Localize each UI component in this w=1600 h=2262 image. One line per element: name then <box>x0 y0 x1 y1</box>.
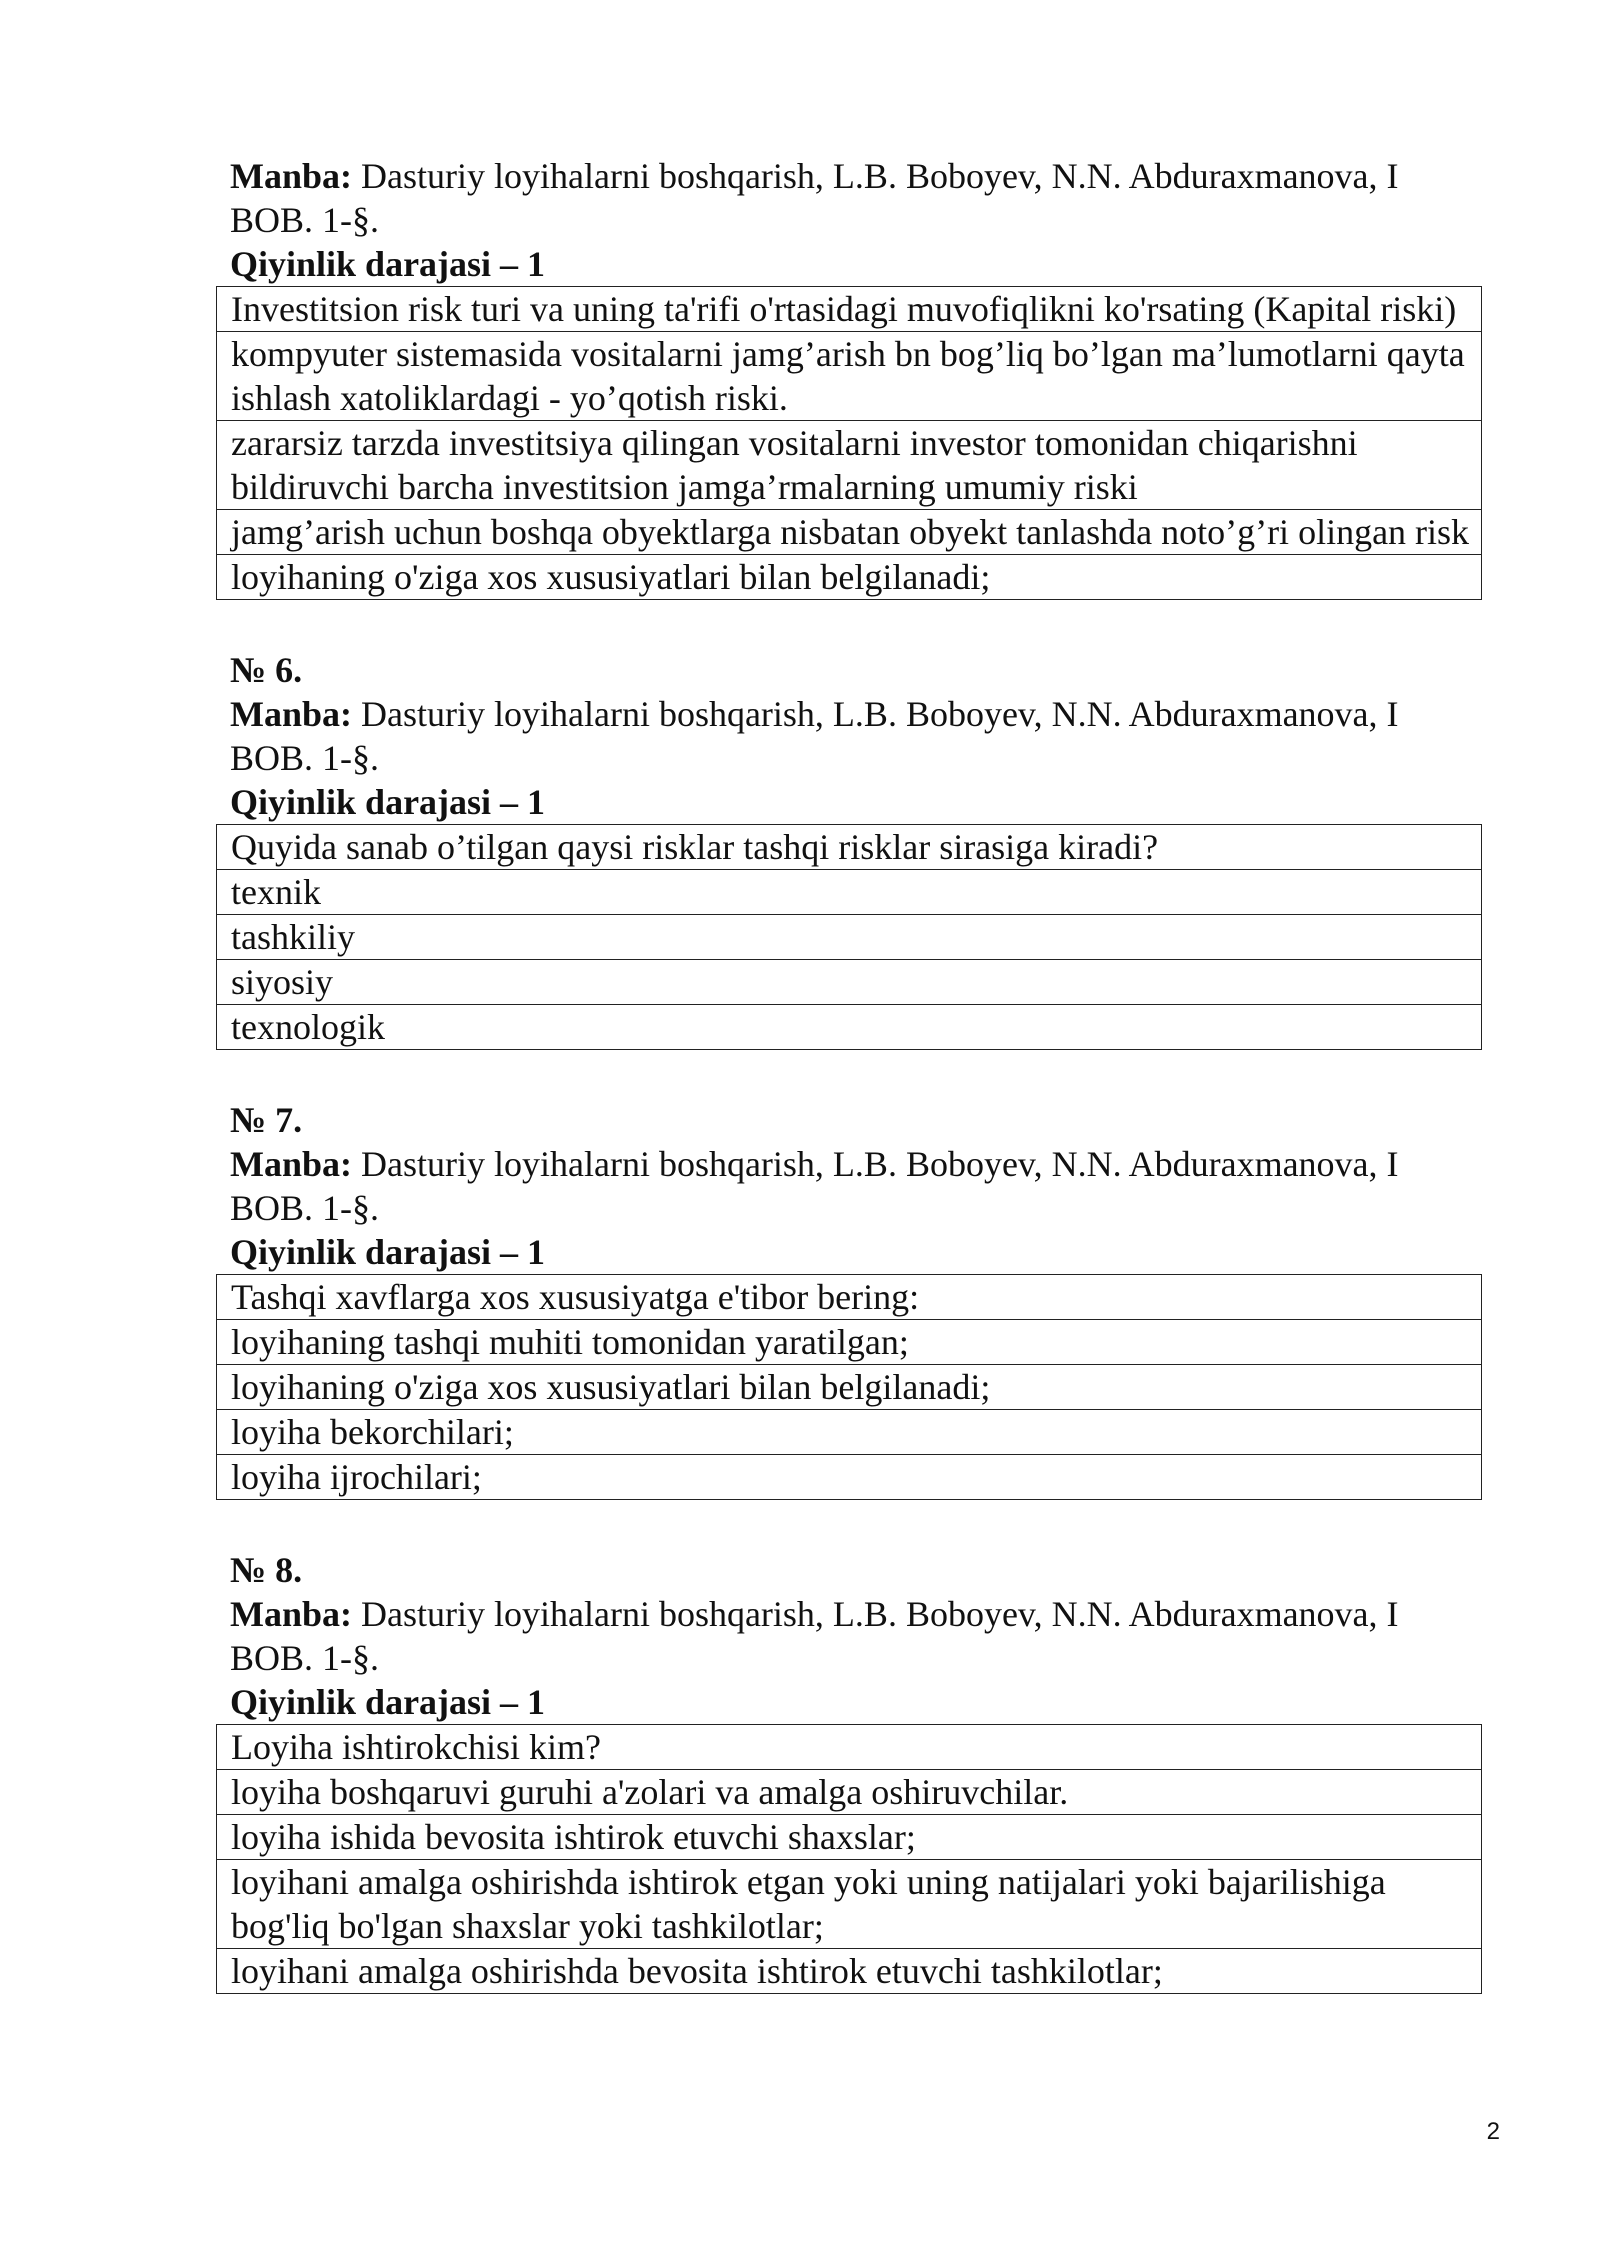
source-text: Dasturiy loyihalarni boshqarish, L.B. Boboyev, N.N. Abduraxmanova, I BOB. 1-§. <box>230 156 1399 240</box>
question-row <box>217 1275 1482 1320</box>
answer-row <box>217 1815 1482 1860</box>
source-label: Manba: <box>230 1594 353 1634</box>
question-block-6 <box>230 648 1482 1050</box>
question-row <box>217 1725 1482 1770</box>
answer-option: loyiha bekorchilari; <box>217 1410 1482 1455</box>
source-line <box>230 1592 1482 1680</box>
answer-row <box>217 960 1482 1005</box>
answer-option: loyiha boshqaruvi guruhi a'zolari va amalga oshiruvchilar. <box>217 1770 1482 1815</box>
question-table <box>216 824 1482 1050</box>
answer-option: loyihani amalga oshirishda bevosita ishtirok etuvchi tashkilotlar; <box>217 1949 1482 1994</box>
question-table <box>216 286 1482 600</box>
answer-row <box>217 1320 1482 1365</box>
answer-option: loyihaning o'ziga xos xususiyatlari bilan belgilanadi; <box>217 555 1482 600</box>
answer-row <box>217 510 1482 555</box>
page-content <box>230 154 1482 1994</box>
source-label: Manba: <box>230 1144 353 1184</box>
answer-option: zararsiz tarzda investitsiya qilingan vositalarni investor tomonidan chiqarishni bildiruvchi barcha investitsion jamga’rmalarning umumiy riski <box>217 421 1482 510</box>
source-line <box>230 1142 1482 1230</box>
question-number: № 8. <box>230 1550 303 1590</box>
answer-option: tashkiliy <box>217 915 1482 960</box>
difficulty-level: Qiyinlik darajasi – 1 <box>230 1232 546 1272</box>
answer-row <box>217 1860 1482 1949</box>
source-label: Manba: <box>230 156 353 196</box>
answer-option: loyihaning tashqi muhiti tomonidan yaratilgan; <box>217 1320 1482 1365</box>
answer-row <box>217 1949 1482 1994</box>
answer-option: loyiha ijrochilari; <box>217 1455 1482 1500</box>
answer-option: loyihani amalga oshirishda ishtirok etgan yoki uning natijalari yoki bajarilishiga bog'liq bo'lgan shaxslar yoki tashkilotlar; <box>217 1860 1482 1949</box>
question-row <box>217 287 1482 332</box>
question-block-7 <box>230 1098 1482 1500</box>
answer-row <box>217 870 1482 915</box>
difficulty-level: Qiyinlik darajasi – 1 <box>230 1682 546 1722</box>
answer-row <box>217 421 1482 510</box>
source-line <box>230 692 1482 780</box>
question-block-8 <box>230 1548 1482 1994</box>
answer-option: kompyuter sistemasida vositalarni jamg’arish bn bog’liq bo’lgan ma’lumotlarni qayta ishlash xatoliklardagi - yo’qotish riski. <box>217 332 1482 421</box>
question-text: Investitsion risk turi va uning ta'rifi o'rtasidagi muvofiqlikni ko'rsating (Kapital riski) <box>217 287 1482 332</box>
difficulty-level: Qiyinlik darajasi – 1 <box>230 244 546 284</box>
answer-row <box>217 555 1482 600</box>
question-row <box>217 825 1482 870</box>
answer-row <box>217 1770 1482 1815</box>
page-number: 2 <box>1486 2118 1500 2145</box>
question-table <box>216 1274 1482 1500</box>
answer-row <box>217 915 1482 960</box>
answer-option: texnologik <box>217 1005 1482 1050</box>
difficulty-level: Qiyinlik darajasi – 1 <box>230 782 546 822</box>
question-text: Quyida sanab o’tilgan qaysi risklar tashqi risklar sirasiga kiradi? <box>217 825 1482 870</box>
question-text: Tashqi xavflarga xos xususiyatga e'tibor bering: <box>217 1275 1482 1320</box>
answer-row <box>217 1455 1482 1500</box>
answer-option: texnik <box>217 870 1482 915</box>
question-number: № 7. <box>230 1100 303 1140</box>
source-line <box>230 154 1482 242</box>
answer-row <box>217 1005 1482 1050</box>
answer-option: loyiha ishida bevosita ishtirok etuvchi shaxslar; <box>217 1815 1482 1860</box>
source-text: Dasturiy loyihalarni boshqarish, L.B. Boboyev, N.N. Abduraxmanova, I BOB. 1-§. <box>230 1144 1399 1228</box>
source-label: Manba: <box>230 694 353 734</box>
question-number: № 6. <box>230 650 303 690</box>
answer-option: jamg’arish uchun boshqa obyektlarga nisbatan obyekt tanlashda noto’g’ri olingan risk <box>217 510 1482 555</box>
answer-option: loyihaning o'ziga xos xususiyatlari bilan belgilanadi; <box>217 1365 1482 1410</box>
answer-option: siyosiy <box>217 960 1482 1005</box>
source-text: Dasturiy loyihalarni boshqarish, L.B. Boboyev, N.N. Abduraxmanova, I BOB. 1-§. <box>230 694 1399 778</box>
question-text: Loyiha ishtirokchisi kim? <box>217 1725 1482 1770</box>
answer-row <box>217 1365 1482 1410</box>
answer-row <box>217 332 1482 421</box>
source-text: Dasturiy loyihalarni boshqarish, L.B. Boboyev, N.N. Abduraxmanova, I BOB. 1-§. <box>230 1594 1399 1678</box>
question-block-5 <box>230 154 1482 600</box>
question-table <box>216 1724 1482 1994</box>
answer-row <box>217 1410 1482 1455</box>
